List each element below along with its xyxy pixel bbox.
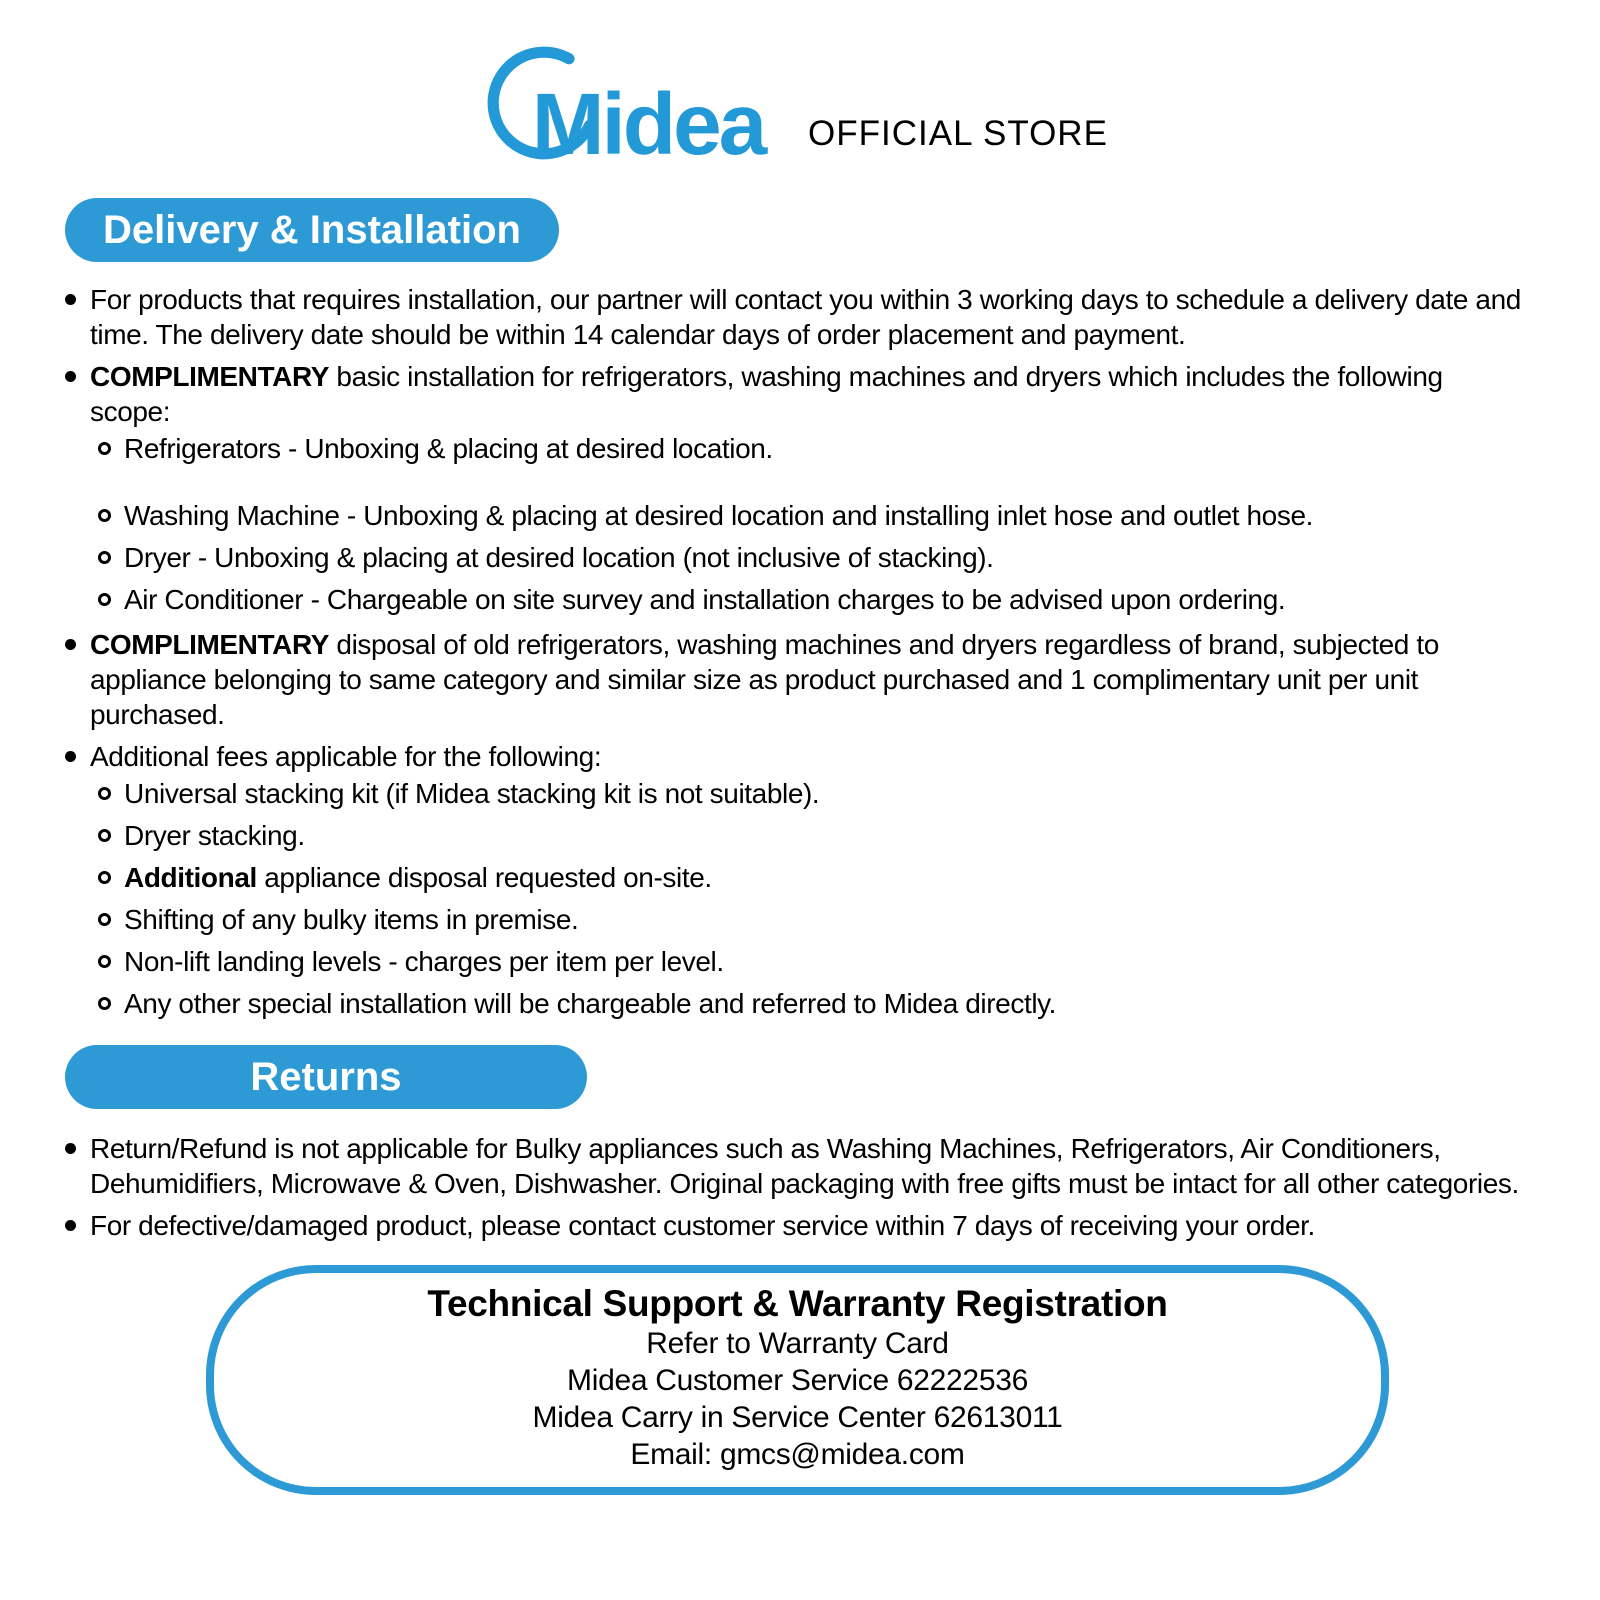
support-box-title: Technical Support & Warranty Registration [427, 1283, 1168, 1324]
section-header-returns [65, 1045, 587, 1109]
midea-logo [487, 42, 792, 168]
bullet-dot-icon [65, 1220, 76, 1231]
support-line-email: Email: gmcs@midea.com [630, 1438, 965, 1471]
bullet-dot-icon [65, 1143, 76, 1154]
fee-item-special-installation: Any other special installation will be chargeable and referred to Midea directly. [98, 986, 1530, 1021]
circle-bullet-icon [98, 913, 111, 926]
circle-bullet-icon [98, 871, 111, 884]
delivery-bullet-schedule: For products that requires installation, our partner will contact you within 3 working days to schedule a delivery date and time. The delivery date should be within 14 calendar days of order placement and payment. [65, 282, 1530, 352]
fee-item-universal-stacking-kit: Universal stacking kit (if Midea stacking kit is not suitable). [98, 776, 1530, 811]
delivery-bullet-disposal: COMPLIMENTARY disposal of old refrigerators, washing machines and dryers regardless of brand, subjected to appliance belonging to same category and similar size as product purchased and 1 complimentary unit per unit purchased. [65, 627, 1530, 732]
circle-bullet-icon [98, 997, 111, 1010]
section-header-delivery [65, 198, 559, 262]
section-title: Delivery & Installation [103, 207, 521, 252]
bold-lead: COMPLIMENTARY [90, 629, 330, 660]
circle-bullet-icon [98, 442, 111, 455]
delivery-bullet-additional-fees: Additional fees applicable for the following: [65, 739, 1530, 774]
bullet-dot-icon [65, 371, 76, 382]
circle-bullet-icon [98, 955, 111, 968]
bullet-dot-icon [65, 294, 76, 305]
delivery-bullet-installation: COMPLIMENTARY basic installation for refrigerators, washing machines and dryers which includes the following scope: [65, 359, 1530, 429]
fee-item-shifting-bulky-items: Shifting of any bulky items in premise. [98, 902, 1530, 937]
bold-lead: COMPLIMENTARY [90, 361, 330, 392]
additional-fees-list [98, 776, 1530, 1021]
circle-bullet-icon [98, 509, 111, 522]
support-line-customer-service: Midea Customer Service 62222536 [567, 1364, 1028, 1397]
circle-bullet-icon [98, 787, 111, 800]
official-store-label: OFFICIAL STORE [808, 114, 1108, 153]
fee-item-dryer-stacking: Dryer stacking. [98, 818, 1530, 853]
bullet-dot-icon [65, 639, 76, 650]
installation-scope-list [98, 431, 1530, 617]
scope-item-washing-machine: Washing Machine - Unboxing & placing at desired location and installing inlet hose and outlet hose. [98, 498, 1530, 533]
returns-bullet-defective: For defective/damaged product, please contact customer service within 7 days of receiving your order. [65, 1208, 1530, 1243]
support-warranty-box [206, 1265, 1389, 1495]
circle-bullet-icon [98, 551, 111, 564]
circle-bullet-icon [98, 593, 111, 606]
midea-wordmark: Midea [531, 74, 765, 168]
support-line-warranty-card: Refer to Warranty Card [646, 1327, 949, 1360]
fee-item-non-lift-landing: Non-lift landing levels - charges per item per level. [98, 944, 1530, 979]
returns-bullet-no-refund: Return/Refund is not applicable for Bulky appliances such as Washing Machines, Refrigerators, Air Conditioners, Dehumidifiers, Microwave & Oven, Dishwasher. Original packaging with free gifts must be intact for all other categories. [65, 1131, 1530, 1201]
fee-item-additional-disposal: Additional appliance disposal requested on-site. [98, 860, 1530, 895]
scope-item-air-conditioner: Air Conditioner - Chargeable on site survey and installation charges to be advised upon ordering. [98, 582, 1530, 617]
bullet-dot-icon [65, 751, 76, 762]
scope-item-refrigerators: Refrigerators - Unboxing & placing at desired location. [98, 431, 1530, 466]
support-line-service-center: Midea Carry in Service Center 62613011 [532, 1401, 1063, 1434]
section-title: Returns [250, 1054, 402, 1099]
circle-bullet-icon [98, 829, 111, 842]
scope-item-dryer: Dryer - Unboxing & placing at desired location (not inclusive of stacking). [98, 540, 1530, 575]
brand-header [65, 42, 1530, 168]
